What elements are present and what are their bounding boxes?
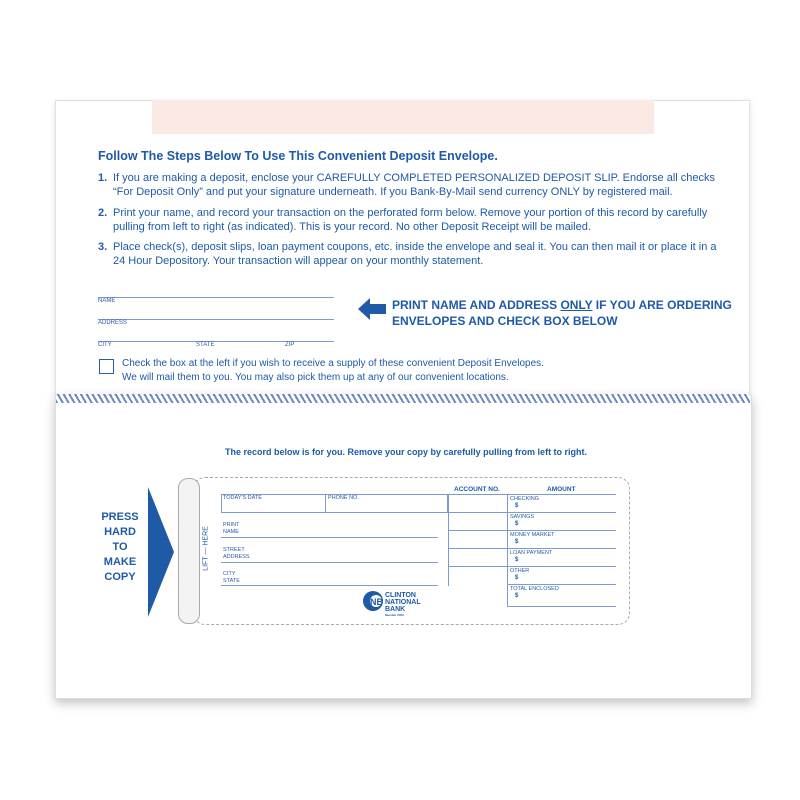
amount-row-line	[448, 494, 616, 495]
amount-column	[507, 494, 508, 607]
dollar-sign[interactable]: $	[515, 521, 519, 527]
amount-row-line	[448, 512, 616, 513]
amount-row-line	[448, 548, 616, 549]
amount-row-label: TOTAL ENCLOSED	[510, 586, 559, 592]
street-address-label: STREET ADDRESS	[223, 547, 250, 560]
dollar-sign[interactable]: $	[515, 503, 519, 509]
press-hard-label: PRESS HARD TO MAKE COPY	[101, 511, 139, 583]
city-state-line[interactable]	[221, 585, 438, 586]
dollar-sign[interactable]: $	[515, 575, 519, 581]
print-name-line[interactable]	[221, 537, 438, 538]
record-intro: The record below is for you. Remove your copy by carefully pulling from left to right.	[225, 447, 588, 457]
amount-row-label: OTHER	[510, 568, 530, 574]
amount-row-line	[507, 584, 616, 585]
amount-row-line	[507, 606, 616, 607]
address-label: ADDRESS	[98, 320, 128, 326]
order-envelopes-checkbox[interactable]	[99, 359, 114, 374]
amount-row-line	[448, 566, 616, 567]
instructions-title: Follow The Steps Below To Use This Convenient Deposit Envelope.	[98, 149, 498, 163]
amount-row-label: CHECKING	[510, 496, 540, 502]
step-2: 2. Print your name, and record your transaction on the perforated form below. Remove your portion of this record by carefully pulling from left to right (as indicated). This is your record. No other Deposit Receipt will be mailed.	[98, 207, 708, 233]
city-state-label: CITY STATE	[223, 571, 240, 584]
amount-header: AMOUNT	[547, 486, 576, 493]
print-name-label: PRINT NAME	[223, 522, 240, 535]
checkbox-text: Check the box at the left if you wish to receive a supply of these convenient Deposit Envelopes. We will mail them to you. You may also pick them up at any of our convenient locations.	[122, 358, 544, 383]
divider	[325, 494, 326, 513]
city-label: CITY	[98, 342, 112, 348]
zip-label: ZIP	[285, 342, 295, 348]
amount-row-label: SAVINGS	[510, 514, 535, 520]
bank-logo-icon	[362, 590, 384, 612]
state-label: STATE	[196, 342, 215, 348]
adhesive-strip	[152, 100, 654, 134]
name-line[interactable]	[98, 297, 334, 298]
lift-here-label: LIFT — HERE	[202, 526, 210, 571]
order-notice: PRINT NAME AND ADDRESS ONLY IF YOU ARE ORDERING ENVELOPES AND CHECK BOX BELOW	[392, 298, 732, 328]
city-state-zip-line[interactable]	[98, 341, 334, 342]
amount-row-line	[448, 530, 616, 531]
dollar-sign[interactable]: $	[515, 539, 519, 545]
bank-name: CLINTON NATIONAL BANK Member FDIC	[385, 592, 421, 617]
phone-label: PHONE NO.	[328, 495, 359, 501]
security-pattern	[56, 394, 750, 403]
amount-row-label: MONEY MARKET	[510, 532, 555, 538]
account-column[interactable]	[448, 494, 449, 586]
street-address-line[interactable]	[221, 562, 438, 563]
step-3: 3. Place check(s), deposit slips, loan payment coupons, etc. inside the envelope and seal it. You can then mail it or place it in a 24 Hour Depository. Your transaction will appear on your monthly statement.	[98, 241, 717, 267]
svg-text:NB: NB	[370, 597, 383, 607]
arrow-left-icon	[358, 298, 386, 320]
account-header: ACCOUNT NO.	[454, 486, 500, 493]
amount-row-label: LOAN PAYMENT	[510, 550, 553, 556]
name-label: NAME	[98, 298, 116, 304]
todays-date-label: TODAY'S DATE	[223, 495, 262, 501]
address-line[interactable]	[98, 319, 334, 320]
step-1: 1. If you are making a deposit, enclose your CAREFULLY COMPLETED PERSONALIZED DEPOSIT SLIP. Endorse all checks “For Deposit Only” and put your signature underneath. If you Bank-By-Mail send currency ONLY by registered mail.	[98, 172, 715, 198]
press-arrow-icon	[148, 487, 174, 617]
dollar-sign[interactable]: $	[515, 557, 519, 563]
dollar-sign[interactable]: $	[515, 593, 519, 599]
lift-tab[interactable]	[178, 478, 200, 624]
